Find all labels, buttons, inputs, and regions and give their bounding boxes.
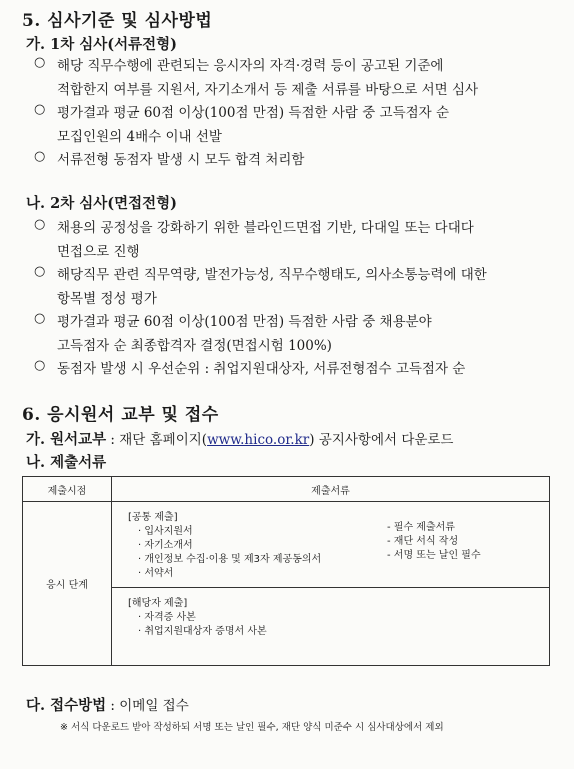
section6-title: 6. 응시원서 교부 및 접수 [22,405,219,425]
note-item: - 필수 제출서류 [387,522,455,533]
section5-title: 5. 심사기준 및 심사방법 [22,11,213,31]
bullet-icon: ○ [34,217,46,232]
a-item-3-line1: 서류전형 동점자 발생 시 모두 합격 처리함 [57,152,305,168]
group2-title: [해당자 제출] [128,598,188,609]
a-item-2-line1: 평가결과 평균 60점 이상(100점 만점) 득점한 사람 중 고득점자 순 [57,105,450,121]
b-item-4-line1: 동점자 발생 시 우선순위 : 취업지원대상자, 서류전형점수 고득점자 순 [57,361,466,377]
list-item: · 자기소개서 [138,540,193,551]
sub-c-text: : 이메일 접수 [106,698,189,714]
group1-notes [387,521,481,563]
optional-docs-cell [112,588,550,666]
col-header-timing: 제출시점 [23,477,112,502]
row-label-application: 응시 단계 [23,502,112,666]
sub-a-text2: ) 공지사항에서 다운로드 [309,432,454,448]
a-item-1-line2: 적합한지 여부를 지원서, 자기소개서 등 제출 서류를 바탕으로 서면 심사 [57,82,479,98]
documents-table [22,476,550,666]
col-header-documents: 제출서류 [112,477,550,502]
bullet-icon: ○ [34,358,46,373]
table-row [23,502,550,588]
section5-sub-a: 가. 1차 심사(서류전형) [26,36,178,53]
a-item-2-line2: 모집인원의 4배수 이내 선발 [57,129,222,145]
b-item-3-line1: 평가결과 평균 60점 이상(100점 만점) 득점한 사람 중 채용분야 [57,314,432,330]
bullet-icon: ○ [34,264,46,279]
common-docs-cell [112,502,550,588]
homepage-link[interactable]: www.hico.or.kr [207,432,310,448]
list-item: · 개인정보 수집·이용 및 제3자 제공동의서 [138,554,322,565]
group1-title: [공통 제출] [128,512,178,523]
list-item: · 입사지원서 [138,526,193,537]
sub-a-label: 가. 원서교부 [26,431,107,448]
section5-sub-b: 나. 2차 심사(면접전형) [26,195,178,212]
note-item: - 재단 서식 작성 [387,536,459,547]
b-item-2-line1: 해당직무 관련 직무역량, 발전가능성, 직무수행태도, 의사소통능력에 대한 [57,267,487,283]
footnote: ※ 서식 다운로드 받아 작성하되 서명 또는 날인 필수, 재단 양식 미준수 시 심사대상에서 제외 [60,722,444,733]
section6-sub-a [26,428,453,449]
bullet-icon: ○ [34,55,46,70]
section6-sub-b: 나. 제출서류 [26,454,107,471]
list-item: · 자격증 사본 [138,612,196,623]
b-item-3-line2: 고득점자 순 최종합격자 결정(면접시험 100%) [57,338,332,354]
sub-c-label: 다. 접수방법 [26,697,107,714]
b-item-1-line2: 면접으로 진행 [57,244,140,260]
note-item: - 서명 또는 날인 필수 [387,550,481,561]
b-item-1-line1: 채용의 공정성을 강화하기 위한 블라인드면접 기반, 다대일 또는 다대다 [57,220,474,236]
a-item-1-line1: 해당 직무수행에 관련되는 응시자의 자격·경력 등이 공고된 기준에 [57,58,444,74]
bullet-icon: ○ [34,102,46,117]
list-item: · 취업지원대상자 증명서 사본 [138,626,267,637]
b-item-2-line2: 항목별 정성 평가 [57,291,157,307]
list-item: · 서약서 [138,568,174,579]
bullet-icon: ○ [34,149,46,164]
bullet-icon: ○ [34,311,46,326]
sub-a-text1: : 재단 홈페이지( [106,432,208,448]
table-header-row [23,477,550,502]
section6-sub-c [26,694,189,715]
